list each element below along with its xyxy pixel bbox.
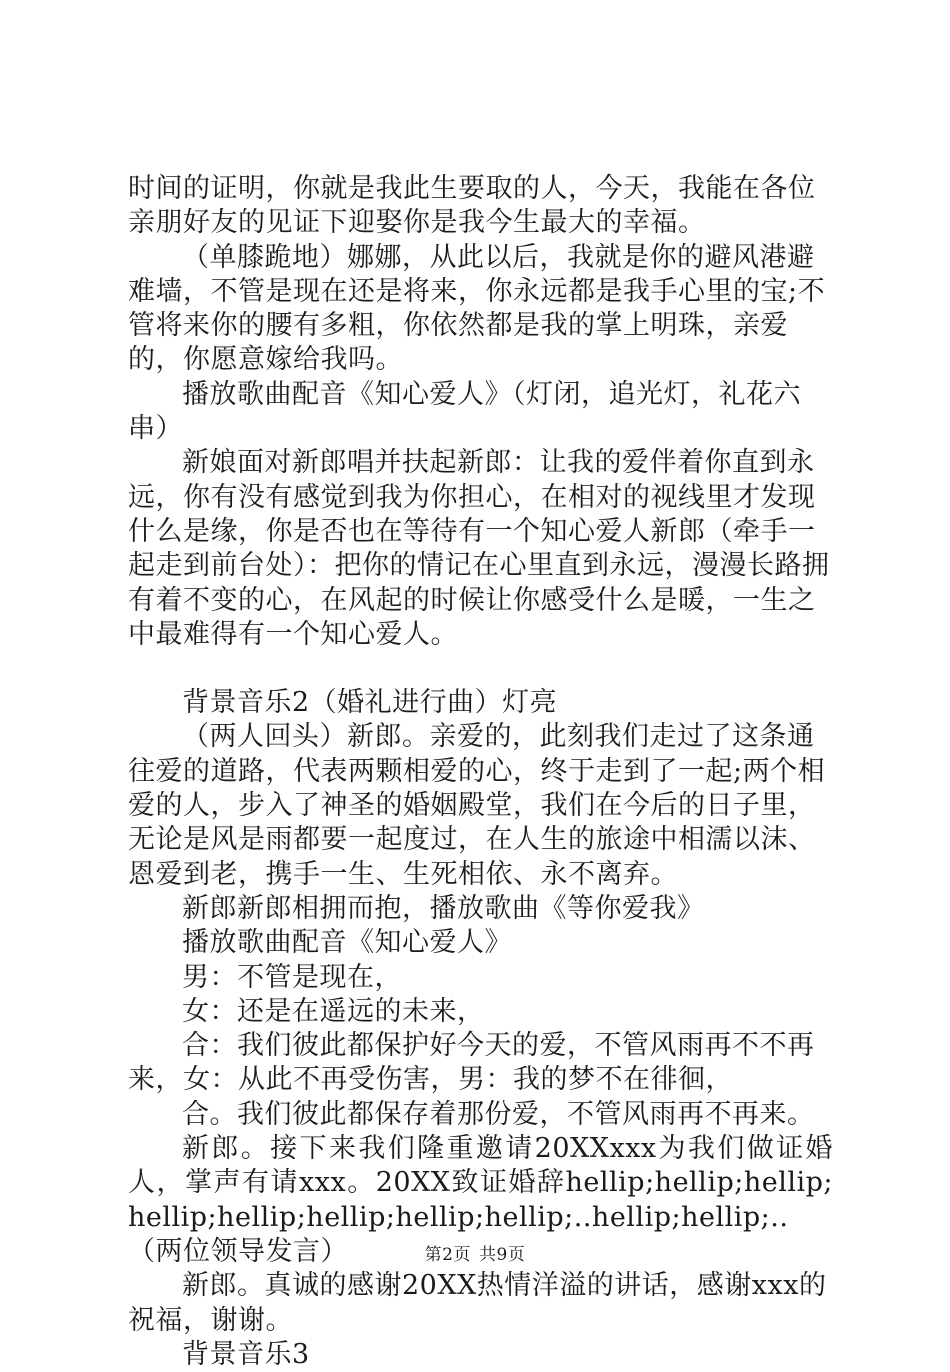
paragraph-gap [128, 652, 833, 686]
page-number: 第2页 [424, 1245, 471, 1265]
page-footer [0, 1243, 950, 1267]
paragraph-8: 播放歌曲配音《知心爱人》 [182, 927, 512, 959]
paragraph-12: 合。我们彼此都保存着那份爱，不管风雨再不再来。 [182, 1098, 815, 1130]
paragraph-15: 背景音乐3 [182, 1338, 310, 1370]
paragraph-14: 新郎。真诚的感谢20XX热情洋溢的讲话，感谢xxx的祝福，谢谢。 [128, 1270, 827, 1336]
paragraph-1: 时间的证明，你就是我此生要取的人，今天，我能在各位亲朋好友的见证下迎娶你是我今生最大的幸福。 [128, 173, 816, 239]
paragraph-2: （单膝跪地）娜娜，从此以后，我就是你的避风港避难墙，不管是现在还是将来，你永远都是我手心里的宝;不管将来你的腰有多粗，你依然都是我的掌上明珠，亲爱的，你愿意嫁给我吗。 [128, 241, 826, 376]
paragraph-4: 新娘面对新郎唱并扶起新郎：让我的爱伴着你直到永远，你有没有感觉到我为你担心，在相对的视线里才发现什么是缘，你是否也在等待有一个知心爱人新郎（牵手一起走到前台处）：把你的情记在心里直到永远，漫漫长路拥有着不变的心，在风起的时候让你感受什么是暖，一生之中最难得有一个知心爱人。 [128, 447, 830, 650]
paragraph-3: 播放歌曲配音《知心爱人》（灯闭，追光灯，礼花六串） [128, 378, 801, 445]
document-body [128, 172, 833, 1372]
page-total: 共9页 [479, 1245, 526, 1265]
paragraph-10: 女：还是在遥远的未来， [182, 995, 485, 1027]
paragraph-9: 男：不管是现在， [182, 961, 402, 993]
paragraph-6: （两人回头）新郎。亲爱的，此刻我们走过了这条通往爱的道路，代表两颗相爱的心，终于走到了一起;两个相爱的人，步入了神圣的婚姻殿堂，我们在今后的日子里，无论是风是雨都要一起度过，在人生的旅途中相濡以沫、恩爱到老，携手一生、生死相依、永不离弃。 [128, 721, 826, 890]
paragraph-7: 新郎新郎相拥而抱，播放歌曲《等你爱我》 [182, 892, 705, 924]
paragraph-11: 合：我们彼此都保护好今天的爱，不管风雨再不不再来，女：从此不再受伤害，男：我的梦不在徘徊， [128, 1030, 815, 1096]
paragraph-13: 新郎。接下来我们隆重邀请20XXxxx为我们做证婚人，掌声有请xxx。20XX致证婚辞hellip;hellip;hellip;hellip;hellip;hellip;hellip;hellip;..hellip;hellip;..（两位领导发言） [128, 1133, 833, 1267]
paragraph-5: 背景音乐2（婚礼进行曲）灯亮 [182, 687, 558, 719]
